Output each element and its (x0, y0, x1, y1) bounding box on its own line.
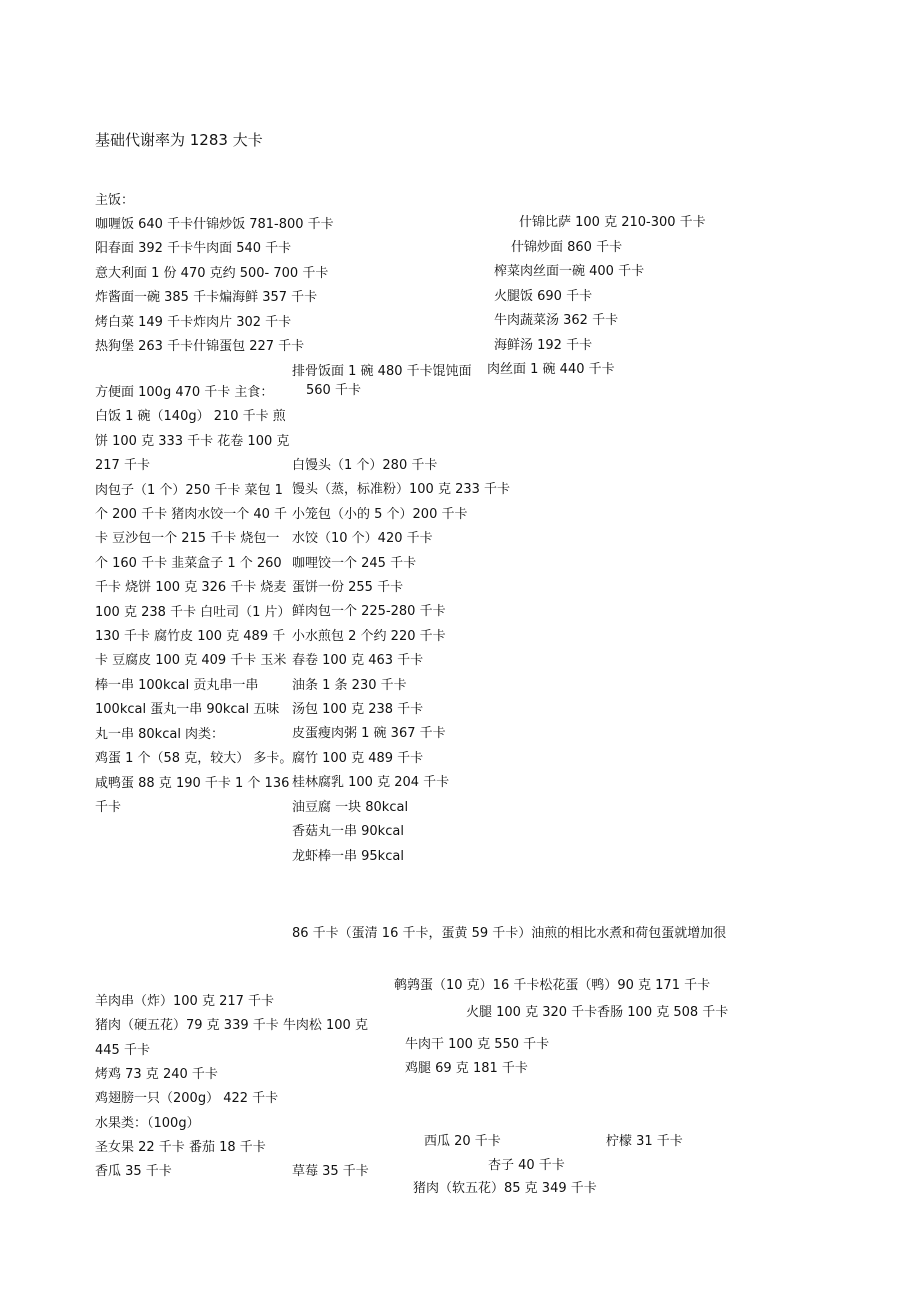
left-column-line: 卡 豆腐皮 100 克 409 千卡 玉米 (95, 653, 287, 669)
left-column-line: 棒一串 100kcal 贡丸串一串 (95, 677, 259, 693)
fruit-heading: 水果类：（100g） (95, 1116, 200, 1131)
mutton-line: 羊肉串（炸）100 克 217 千卡 (95, 994, 275, 1009)
middle-column-line: 小笼包（小的 5 个）200 千卡 (292, 506, 468, 522)
staple-left-item: 热狗堡 263 千卡什锦蛋包 227 千卡 (95, 339, 305, 354)
left-column-line: 个 200 千卡 猪肉水饺一个 40 千 (95, 507, 288, 523)
middle-column-line: 水饺（10 个）420 千卡 (292, 531, 433, 547)
beef-jerky-line: 牛肉干 100 克 550 千卡 (405, 1037, 550, 1052)
staple-right-item: 火腿饭 690 千卡 (494, 289, 593, 304)
left-column-line: 咸鸭蛋 88 克 190 千卡 1 个 136 (95, 775, 290, 791)
left-column-line: 卡 豆沙包一个 215 千卡 烧包一 (95, 531, 280, 547)
staple-right-item: 什锦比萨 100 克 210-300 千卡 (519, 215, 706, 230)
staple-left-item: 意大利面 1 份 470 克约 500- 700 千卡 (95, 266, 329, 281)
paigu-line: 560 千卡 (306, 383, 361, 398)
left-column-line: 方便面 100g 470 千卡 主食： (95, 385, 274, 400)
fruit-line: 圣女果 22 千卡 番茄 18 千卡 (95, 1140, 266, 1155)
roast-chicken-line: 烤鸡 73 克 240 千卡 (95, 1067, 218, 1082)
staple-right-item: 牛肉蔬菜汤 362 千卡 (494, 313, 619, 328)
middle-food-column (292, 454, 510, 869)
left-column-line: 100 克 238 千卡 白吐司（1 片） (95, 604, 291, 620)
middle-column-line: 油条 1 条 230 千卡 (292, 677, 407, 693)
staple-right-item: 什锦炒面 860 千卡 (511, 240, 623, 255)
left-column-line: 丸一串 80kcal 肉类： (95, 726, 225, 742)
apricot-line: 杏子 40 千卡 (488, 1158, 565, 1173)
left-food-column (95, 381, 293, 820)
left-column-line: 千卡 (95, 799, 122, 815)
left-column-line: 217 千卡 (95, 458, 150, 474)
middle-column-line: 小水煎包 2 个约 220 千卡 (292, 628, 446, 644)
middle-column-line: 春卷 100 克 463 千卡 (292, 653, 424, 669)
staple-left-item: 阳春面 392 千卡牛肉面 540 千卡 (95, 241, 292, 256)
middle-column-line: 龙虾棒一串 95kcal (292, 848, 404, 864)
middle-column-line: 油豆腐 一块 80kcal (292, 799, 409, 815)
pork-hard-line: 445 千卡 (95, 1043, 150, 1058)
chicken-wing-line: 鸡翅膀一只（200g） 422 千卡 (95, 1091, 279, 1106)
middle-column-line: 腐竹 100 克 489 千卡 (292, 750, 424, 766)
lemon-line: 柠檬 31 千卡 (606, 1134, 683, 1149)
pork-hard-line: 猪肉（硬五花）79 克 339 千卡 牛肉松 100 克 (95, 1018, 368, 1033)
staple-right-item: 海鲜汤 192 千卡 (494, 338, 593, 353)
staple-left-item: 烤白菜 149 千卡炸肉片 302 千卡 (95, 315, 292, 330)
left-column-line: 白饭 1 碗（140g） 210 千卡 煎 (95, 409, 286, 425)
ham-sausage-line: 火腿 100 克 320 千卡香肠 100 克 508 千卡 (466, 1005, 729, 1020)
left-column-line: 饼 100 克 333 千卡 花卷 100 克 (95, 433, 290, 449)
page-title: 基础代谢率为 1283 大卡 (95, 131, 263, 149)
staple-left-item: 炸酱面一碗 385 千卡煸海鲜 357 千卡 (95, 290, 318, 305)
middle-column-line: 香菇丸一串 90kcal (292, 824, 404, 840)
left-column-line: 千卡 烧饼 100 克 326 千卡 烧麦 (95, 580, 287, 596)
staple-heading: 主饭： (95, 193, 135, 208)
pork-soft-line: 猪肉（软五花）85 克 349 千卡 (413, 1181, 597, 1196)
strawberry-line: 草莓 35 千卡 (292, 1164, 369, 1179)
left-column-line: 肉包子（1 个）250 千卡 菜包 1 (95, 482, 283, 498)
middle-column-line: 咖哩饺一个 245 千卡 (292, 555, 417, 571)
watermelon-line: 西瓜 20 千卡 (424, 1134, 501, 1149)
paigu-line: 排骨饭面 1 碗 480 千卡馄饨面 (292, 364, 472, 379)
melon-line: 香瓜 35 千卡 (95, 1164, 172, 1179)
chicken-leg-line: 鸡腿 69 克 181 千卡 (405, 1061, 528, 1076)
quail-egg-line: 鹌鹑蛋（10 克）16 千卡松花蛋（鸭）90 克 171 千卡 (394, 978, 711, 993)
left-column-line: 个 160 千卡 韭菜盒子 1 个 260 (95, 555, 282, 571)
middle-column-line: 桂林腐乳 100 克 204 千卡 (292, 775, 450, 791)
staple-left-item: 咖喱饭 640 千卡什锦炒饭 781-800 千卡 (95, 217, 334, 232)
left-column-line: 130 千卡 腐竹皮 100 克 489 千 (95, 629, 286, 645)
egg-note: 86 千卡（蛋清 16 千卡，蛋黄 59 千卡）油煎的相比水煮和荷包蛋就增加很 (292, 926, 727, 941)
staple-right-item: 肉丝面 1 碗 440 千卡 (487, 362, 615, 377)
middle-column-line: 白馒头（1 个）280 千卡 (292, 458, 438, 473)
middle-column-line: 皮蛋瘦肉粥 1 碗 367 千卡 (292, 726, 446, 742)
staple-right-item: 榨菜肉丝面一碗 400 千卡 (494, 264, 645, 279)
middle-column-line: 蛋饼一份 255 千卡 (292, 580, 404, 596)
left-column-line: 鸡蛋 1 个（58 克，较大） 多卡。 (95, 751, 293, 767)
middle-column-line: 鲜肉包一个 225-280 千卡 (292, 604, 446, 620)
left-column-line: 100kcal 蛋丸一串 90kcal 五味 (95, 702, 280, 718)
middle-column-line: 馒头（蒸，标准粉）100 克 233 千卡 (292, 482, 511, 498)
middle-column-line: 汤包 100 克 238 千卡 (292, 702, 424, 718)
